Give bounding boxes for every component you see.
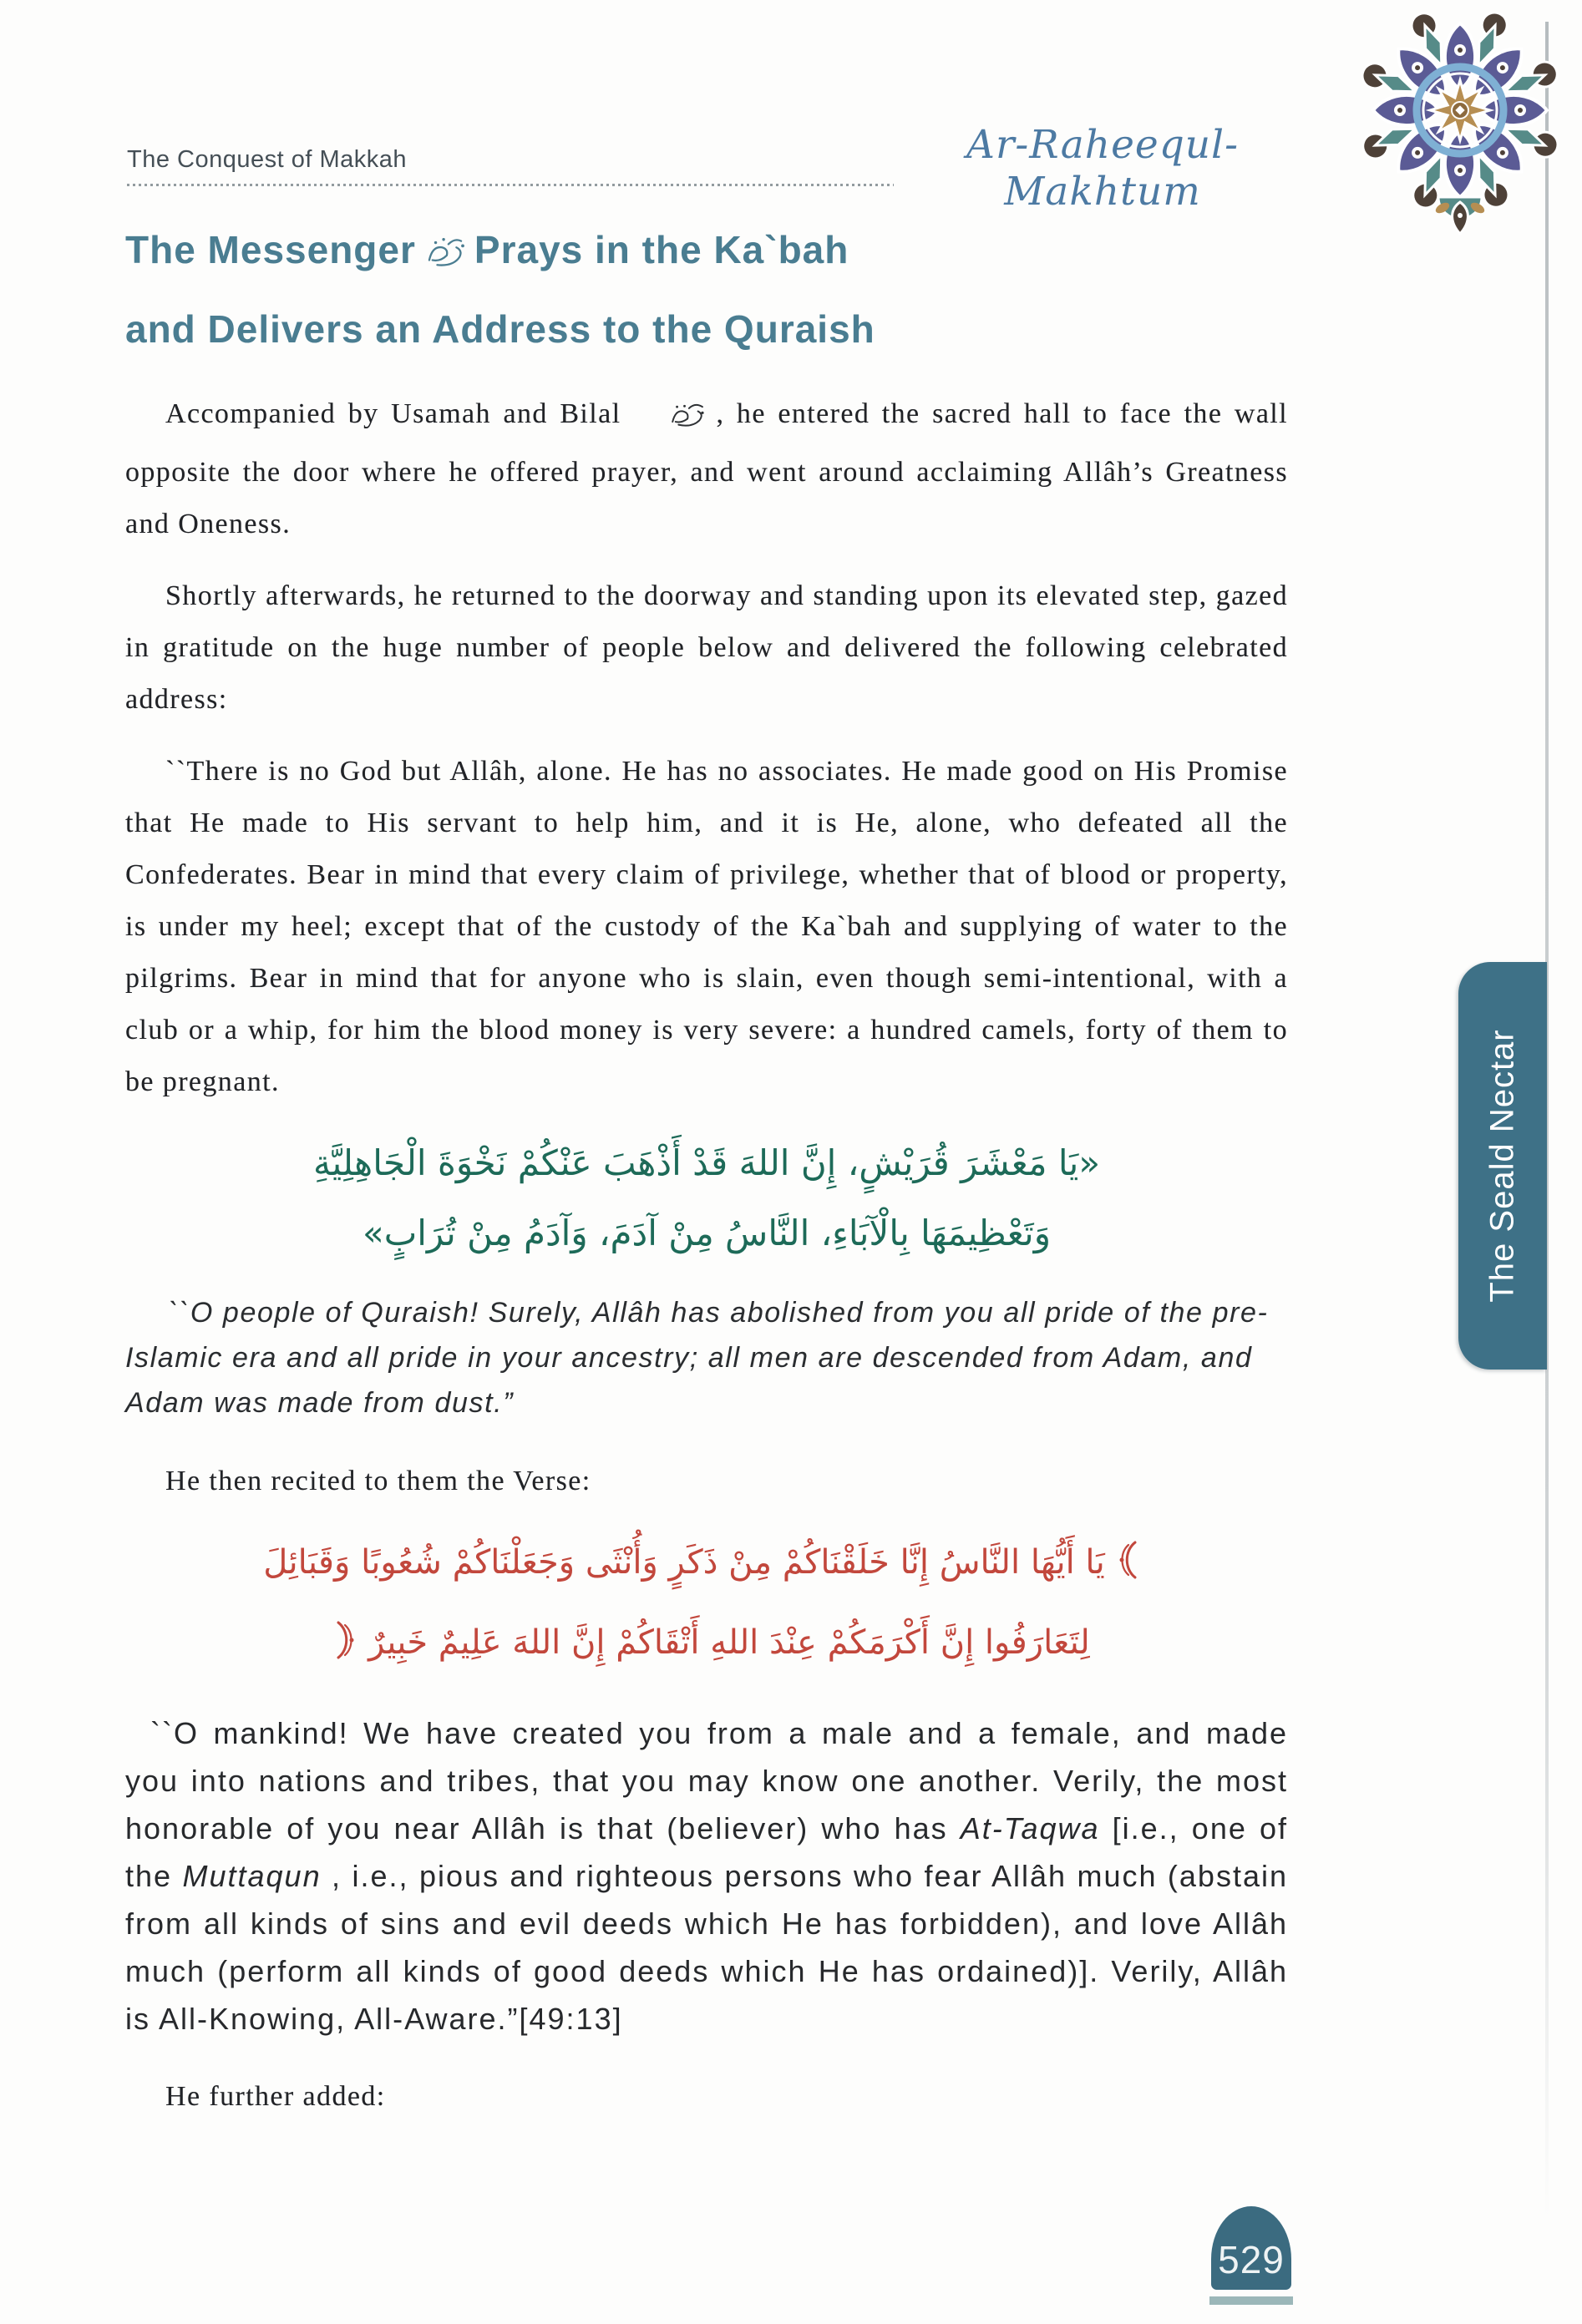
paragraph-text: Accompanied by Usamah and Bilal (165, 397, 621, 429)
title-text-before: The Messenger (125, 228, 416, 271)
main-text-column (125, 214, 1288, 2141)
translation-text: , i.e., pious and righteous persons who fear Allâh much (abstain from all kinds of sins and evil deeds which He has forbidden), and love Allâh much (perform all kinds of good deeds which He has ordained)]. Verily, Allâh is All-Knowing, All-Aware.”[49:13] (125, 1858, 1288, 2036)
title-text-after: Prays in the Ka`bah (474, 228, 849, 271)
translation-text: ``O mankind! We have created you from a male and a female, and made you into nations and tribes, that you may know one another. Verily, the most honorable of you near Allâh is that (believer) who has (125, 1715, 1288, 1846)
translation-text: [i.e., one of the (125, 1810, 1289, 1893)
section-title-line1 (125, 214, 1288, 293)
header-dotted-rule (127, 184, 894, 186)
verse-close-bracket-icon (335, 1613, 357, 1686)
verse-arabic-text: لِتَعَارَفُوا إِنَّ أَكْرَمَكُمْ عِنْدَ اللهِ أَتْقَاكُمْ إِنَّ اللهَ عَلِيمٌ خَبِيرٌ (368, 1623, 1090, 1662)
paragraph-address: ``There is no God but Allâh, alone. He has no associates. He made good on His Promise that He made to His servant to help him, and it is He, alone, who defeated all the Confederates. Bear in mind that every claim of privilege, whether that of blood or property, is under my heel; except that of the custody of the Ka`bah and supplying of water to the pilgrims. Bear in mind that for anyone who is slain, even though semi-intentional, with a club or a whip, for him the blood money is very severe: a hundred camels, forty of them to be pregnant. (125, 755, 1288, 1097)
page-number-underline (1209, 2296, 1293, 2305)
verse-translation (125, 1709, 1288, 2043)
quran-verse-line2 (125, 1606, 1288, 1686)
recitation-lead: He then recited to them the Verse: (165, 1465, 591, 1496)
paragraph-doorway: Shortly afterwards, he returned to the doorway and standing upon its elevated step, gazed in gratitude on the huge number of people below and delivered the following celebrated address: (125, 580, 1288, 715)
chapter-heading: The Conquest of Makkah (127, 146, 408, 173)
paragraph-text: , he entered the sacred hall to face the wall opposite the door where he offered prayer, and went around acclaiming Allâh’s Greatness and Oneness. (125, 397, 1289, 539)
section-title (125, 214, 1288, 367)
hadith-arabic-line2: وَتَعْظِيمَهَا بِالْآبَاءِ، النَّاسُ مِنْ آدَمَ، وَآدَمُ مِنْ تُرَابٍ» (363, 1212, 1051, 1253)
quran-verse-line1 (125, 1526, 1288, 1606)
side-tab-label: The Seald Nectar (1484, 1029, 1521, 1303)
section-title-line2: and Delivers an Address to the Quraish (125, 307, 875, 352)
page-number: 529 (1218, 2238, 1285, 2281)
verse-arabic-text: يَا أَيُّهَا النَّاسُ إِنَّا خَلَقْنَاكُمْ مِنْ ذَكَرٍ وَأُنْثَى وَجَعَلْنَاكُمْ شُعُوبًا وَقَبَائِلَ (263, 1542, 1105, 1582)
companions-honorific-icon (629, 395, 707, 447)
chapter-side-tab (1458, 962, 1547, 1370)
book-title-script: Ar-Raheequl-Makhtum (966, 122, 1239, 215)
prophet-honorific-icon (424, 220, 466, 293)
islamic-rosette-ornament-icon (1353, 12, 1567, 241)
term-at-taqwa: At-Taqwa (960, 1810, 1100, 1846)
hadith-translation: ``O people of Quraish! Surely, Allâh has abolished from you all pride of the pre-Islamic era and all pride in your ancestry; all men are descended from Adam, and Adam was made from dust.” (125, 1296, 1269, 1419)
further-added-line: He further added: (165, 2080, 386, 2112)
hadith-arabic-line1: «يَا مَعْشَرَ قُرَيْشٍ، إِنَّ اللهَ قَدْ أَذْهَبَ عَنْكُمْ نَخْوَةَ الْجَاهِلِيَّةِ (312, 1142, 1101, 1183)
verse-open-bracket-icon (1117, 1532, 1138, 1606)
term-muttaqun: Muttaqun (182, 1858, 322, 1893)
page-number-badge (1211, 2206, 1291, 2290)
paragraph-intro (125, 388, 1288, 550)
